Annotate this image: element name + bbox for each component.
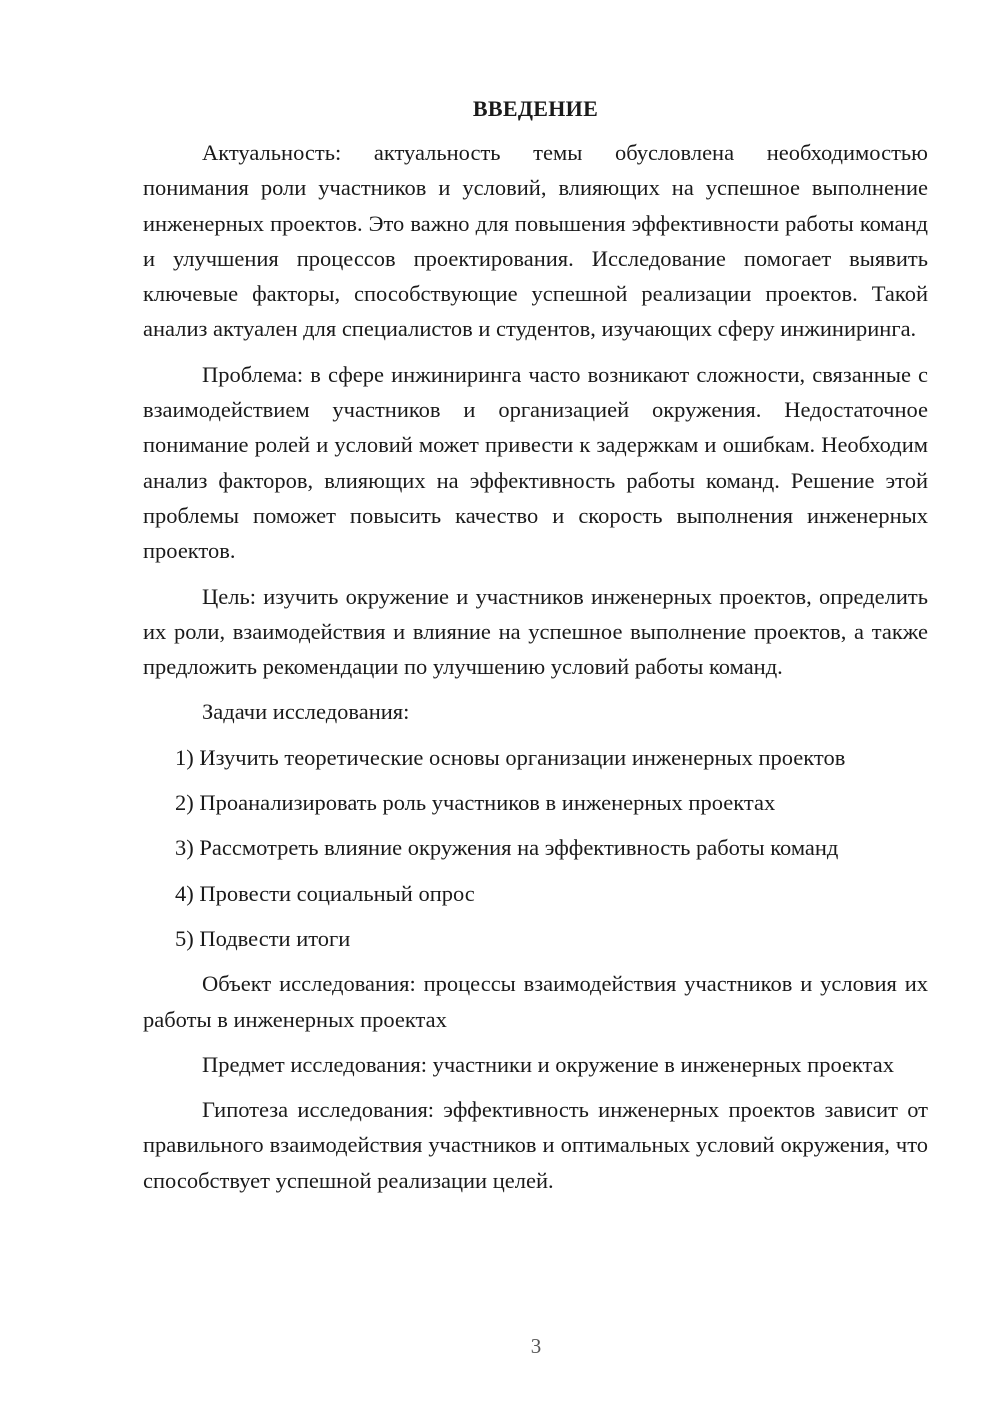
document-page [143, 94, 928, 1208]
problem-paragraph: Проблема: в сфере инжиниринга часто возникают сложности, связанные с взаимодействием участников и организацией окружения. Недостаточное понимание ролей и условий может привести к задержкам и ошибкам. Необходим анализ факторов, влияющих на эффективность работы команд. Решение этой проблемы поможет повысить качество и скорость выполнения инженерных проектов. [143, 361, 928, 564]
hypothesis-paragraph: Гипотеза исследования: эффективность инженерных проектов зависит от правильного взаимодействия участников и оптимальных условий окружения, что способствует успешной реализации целей. [143, 1097, 928, 1193]
page-number: 3 [530, 1334, 542, 1358]
list-item: 5) Подвести итоги [175, 925, 351, 951]
list-item: 1) Изучить теоретические основы организации инженерных проектов [175, 744, 846, 770]
subject-paragraph: Предмет исследования: участники и окружение в инженерных проектах [202, 1051, 894, 1077]
relevance-paragraph: Актуальность: актуальность темы обусловлена необходимостью понимания роли участников и условий, влияющих на успешное выполнение инженерных проектов. Это важно для повышения эффективности работы команд и улучшения процессов проектирования. Исследование помогает выявить ключевые факторы, способствующие успешной реализации проектов. Такой анализ актуален для специалистов и студентов, изучающих сферу инжиниринга. [143, 140, 928, 342]
list-item: 4) Провести социальный опрос [175, 880, 475, 906]
tasks-list [143, 740, 928, 956]
tasks-heading: Задачи исследования: [202, 699, 410, 725]
page-title: ВВЕДЕНИЕ [472, 96, 599, 121]
list-item: 3) Рассмотреть влияние окружения на эффективность работы команд [175, 835, 839, 861]
goal-paragraph: Цель: изучить окружение и участников инженерных проектов, определить их роли, взаимодействия и влияние на успешное выполнение проектов, а также предложить рекомендации по улучшению условий работы команд. [143, 583, 928, 680]
object-paragraph: Объект исследования: процессы взаимодействия участников и условия их работы в инженерных проектах [143, 971, 928, 1032]
list-item: 2) Проанализировать роль участников в инженерных проектах [175, 790, 776, 816]
